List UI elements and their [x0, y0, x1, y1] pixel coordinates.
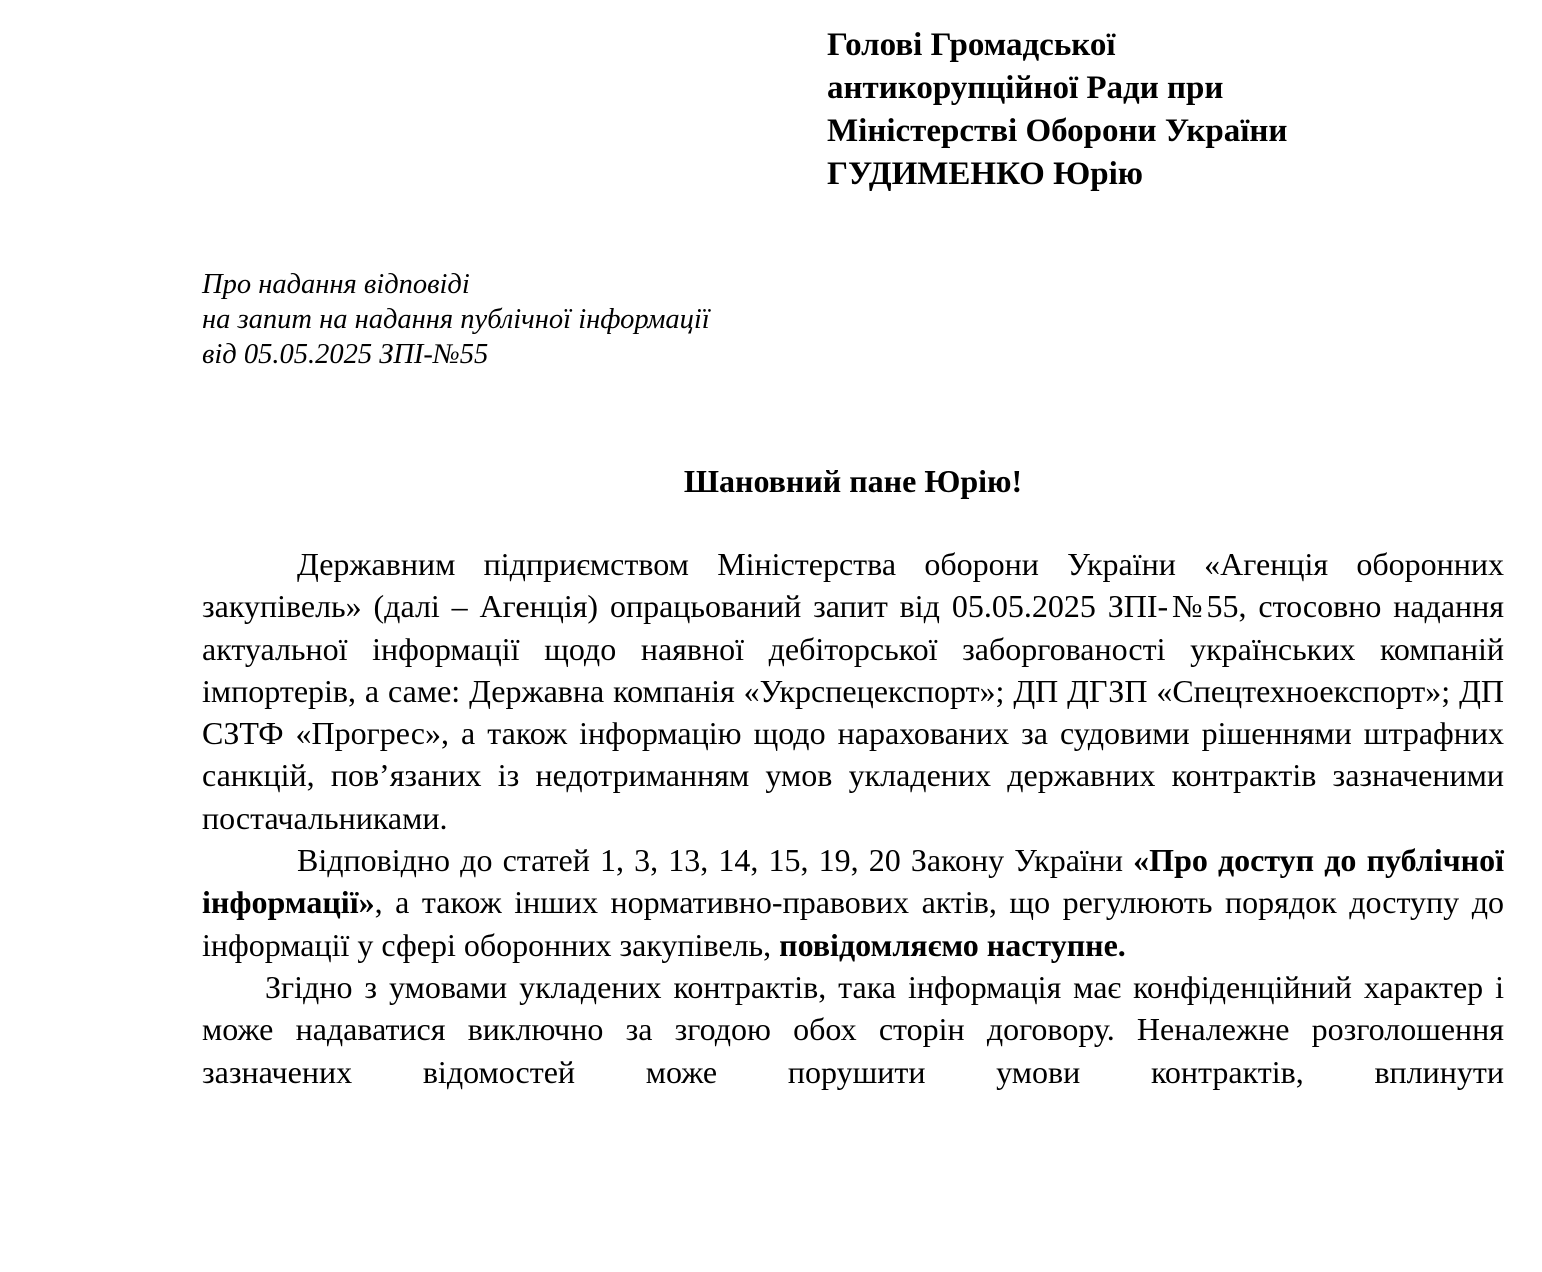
- paragraph-2: [202, 839, 1504, 966]
- addressee-line-4: ГУДИМЕНКО Юрію: [827, 156, 1143, 192]
- subject-line-1: Про надання відповіді: [202, 269, 470, 300]
- paragraph-3: [202, 966, 1504, 1135]
- paragraph-1: Державним підприємством Міністерства оборони України «Агенція оборонних закупівель» (далі – Агенція) опрацьований запит від 05.05.2025 ЗПІ-№55, стосовно надання актуальної інформації щодо наявної дебіторської заборгованості українських компаній імпортерів, а саме: Державна компанія «Укрспецекспорт»; ДП ДГЗП «Спецтехноекспорт»; ДП СЗТФ «Прогрес», а також інформацію щодо нарахованих за судовими рішеннями штрафних санкцій, пов’язаних із недотриманням умов укладених державних контрактів зазначеними постачальниками.: [202, 546, 1504, 836]
- subject-block: [202, 267, 902, 372]
- letter-body: [202, 543, 1504, 1135]
- paragraph-2-text-2: , а також інших нормативно-правових актів, що регулюють порядок доступу до інформації у сфері оборонних закупівель,: [202, 884, 1504, 963]
- addressee-line-3: Міністерстві Оборони України: [827, 113, 1288, 149]
- paragraph-2-text-1: Відповідно до статей 1, 3, 13, 14, 15, 19, 20 Закону України: [297, 842, 1134, 879]
- subject-line-2: на запит на надання публічної інформації: [202, 304, 710, 335]
- notice-phrase: повідомляємо наступне.: [779, 926, 1126, 963]
- addressee-line-1: Голові Громадської: [827, 27, 1116, 63]
- subject-line-3: від 05.05.2025 ЗПІ-№55: [202, 339, 489, 370]
- paragraph-3-text: Згідно з умовами укладених контрактів, така інформація має конфіденційний характер і може надаватися виключно за згодою обох сторін договору. Неналежне розголошення зазначених відомостей може порушити умови контрактів, вплинути: [202, 968, 1504, 1090]
- addressee-block: [827, 24, 1487, 196]
- addressee-line-2: антикорупційної Ради при: [827, 70, 1224, 106]
- law-title: «Про доступ до публічної інформації»: [202, 842, 1505, 921]
- salutation: Шановний пане Юрію!: [683, 463, 1023, 499]
